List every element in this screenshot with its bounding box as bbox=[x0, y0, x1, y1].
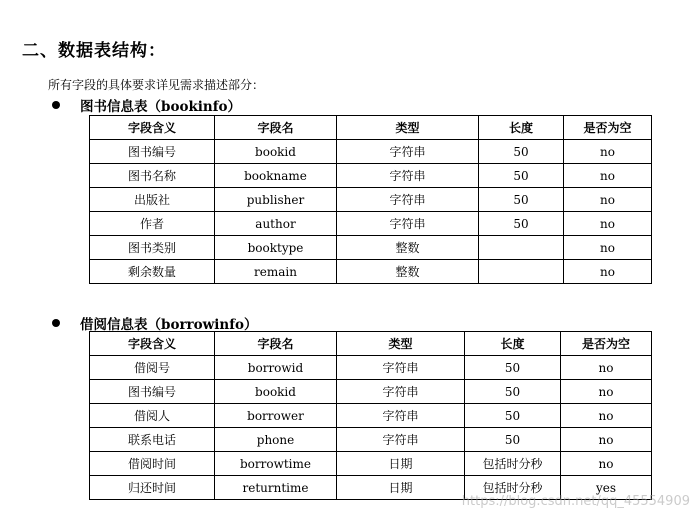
table-row bbox=[90, 380, 652, 404]
table-cell: 字符串 bbox=[337, 356, 465, 380]
table-cell: no bbox=[564, 188, 652, 212]
table-cell: publisher bbox=[215, 188, 337, 212]
header-cell: 是否为空 bbox=[561, 332, 652, 356]
table-cell: no bbox=[561, 356, 652, 380]
table-cell: bookid bbox=[215, 380, 337, 404]
table-cell: bookname bbox=[215, 164, 337, 188]
table-cell: 字符串 bbox=[337, 380, 465, 404]
table-cell: 包括时分秒 bbox=[465, 452, 561, 476]
table-cell: 图书编号 bbox=[90, 380, 215, 404]
header-cell: 字段名 bbox=[215, 116, 337, 140]
table-cell: 借阅时间 bbox=[90, 452, 215, 476]
table-row bbox=[90, 428, 652, 452]
table-cell: no bbox=[564, 260, 652, 284]
table-row bbox=[90, 188, 652, 212]
table-cell bbox=[479, 236, 564, 260]
table-cell: 图书编号 bbox=[90, 140, 215, 164]
intro-text: 所有字段的具体要求详见需求描述部分： bbox=[48, 78, 265, 92]
table-row bbox=[90, 356, 652, 380]
table-cell: 作者 bbox=[90, 212, 215, 236]
table-cell: author bbox=[215, 212, 337, 236]
table-title-borrowinfo bbox=[52, 313, 258, 333]
bullet-icon bbox=[52, 319, 60, 327]
table-cell: booktype bbox=[215, 236, 337, 260]
table-cell: 50 bbox=[465, 428, 561, 452]
table-cell: 出版社 bbox=[90, 188, 215, 212]
table-cell: yes bbox=[561, 476, 652, 500]
watermark: https://blog.csdn.net/qq_45554909 bbox=[461, 494, 690, 509]
table-cell: no bbox=[561, 380, 652, 404]
table-cell: 字符串 bbox=[337, 212, 479, 236]
table-header-row bbox=[90, 332, 652, 356]
table-cell: no bbox=[561, 452, 652, 476]
table-cell: 日期 bbox=[337, 476, 465, 500]
table-cell: 字符串 bbox=[337, 428, 465, 452]
table-cell: 字符串 bbox=[337, 188, 479, 212]
table-cell: phone bbox=[215, 428, 337, 452]
borrowinfo-table bbox=[89, 331, 652, 500]
table-cell: 50 bbox=[465, 404, 561, 428]
header-cell: 字段含义 bbox=[90, 116, 215, 140]
table-cell: borrowtime bbox=[215, 452, 337, 476]
table-cell: borrower bbox=[215, 404, 337, 428]
table-cell: no bbox=[561, 404, 652, 428]
table-cell: 图书类别 bbox=[90, 236, 215, 260]
table-cell: remain bbox=[215, 260, 337, 284]
table-cell: 字符串 bbox=[337, 164, 479, 188]
bullet-icon bbox=[52, 101, 60, 109]
table-header-row bbox=[90, 116, 652, 140]
table-row bbox=[90, 404, 652, 428]
table-cell: 50 bbox=[479, 140, 564, 164]
table-row bbox=[90, 140, 652, 164]
table-cell: 剩余数量 bbox=[90, 260, 215, 284]
table-cell bbox=[479, 260, 564, 284]
table-row bbox=[90, 164, 652, 188]
header-cell: 类型 bbox=[337, 116, 479, 140]
table-row bbox=[90, 452, 652, 476]
table-cell: no bbox=[561, 428, 652, 452]
table-cell: bookid bbox=[215, 140, 337, 164]
header-cell: 字段含义 bbox=[90, 332, 215, 356]
table-cell: 50 bbox=[479, 188, 564, 212]
header-cell: 字段名 bbox=[215, 332, 337, 356]
table-cell: borrowid bbox=[215, 356, 337, 380]
table-cell: no bbox=[564, 212, 652, 236]
table-cell: 借阅人 bbox=[90, 404, 215, 428]
table-cell: 字符串 bbox=[337, 404, 465, 428]
table-cell: 归还时间 bbox=[90, 476, 215, 500]
table-cell: 联系电话 bbox=[90, 428, 215, 452]
bookinfo-table bbox=[89, 115, 652, 284]
table-cell: 50 bbox=[479, 212, 564, 236]
table-cell: 包括时分秒 bbox=[465, 476, 561, 500]
table-title-label: 借阅信息表（borrowinfo） bbox=[80, 317, 258, 333]
table-cell: 图书名称 bbox=[90, 164, 215, 188]
header-cell: 类型 bbox=[337, 332, 465, 356]
table-cell: 借阅号 bbox=[90, 356, 215, 380]
table-cell: 整数 bbox=[337, 260, 479, 284]
header-cell: 长度 bbox=[465, 332, 561, 356]
table-cell: no bbox=[564, 140, 652, 164]
table-cell: 整数 bbox=[337, 236, 479, 260]
table-cell: no bbox=[564, 164, 652, 188]
table-cell: no bbox=[564, 236, 652, 260]
table-cell: 日期 bbox=[337, 452, 465, 476]
table-cell: 50 bbox=[465, 380, 561, 404]
table-cell: 50 bbox=[479, 164, 564, 188]
table-cell: returntime bbox=[215, 476, 337, 500]
table-cell: 字符串 bbox=[337, 140, 479, 164]
table-row bbox=[90, 260, 652, 284]
table-row bbox=[90, 236, 652, 260]
table-cell: 50 bbox=[465, 356, 561, 380]
table-title-bookinfo bbox=[52, 95, 241, 115]
table-title-label: 图书信息表（bookinfo） bbox=[80, 99, 242, 115]
header-cell: 长度 bbox=[479, 116, 564, 140]
header-cell: 是否为空 bbox=[564, 116, 652, 140]
section-heading: 二、数据表结构： bbox=[22, 41, 166, 61]
table-row bbox=[90, 212, 652, 236]
